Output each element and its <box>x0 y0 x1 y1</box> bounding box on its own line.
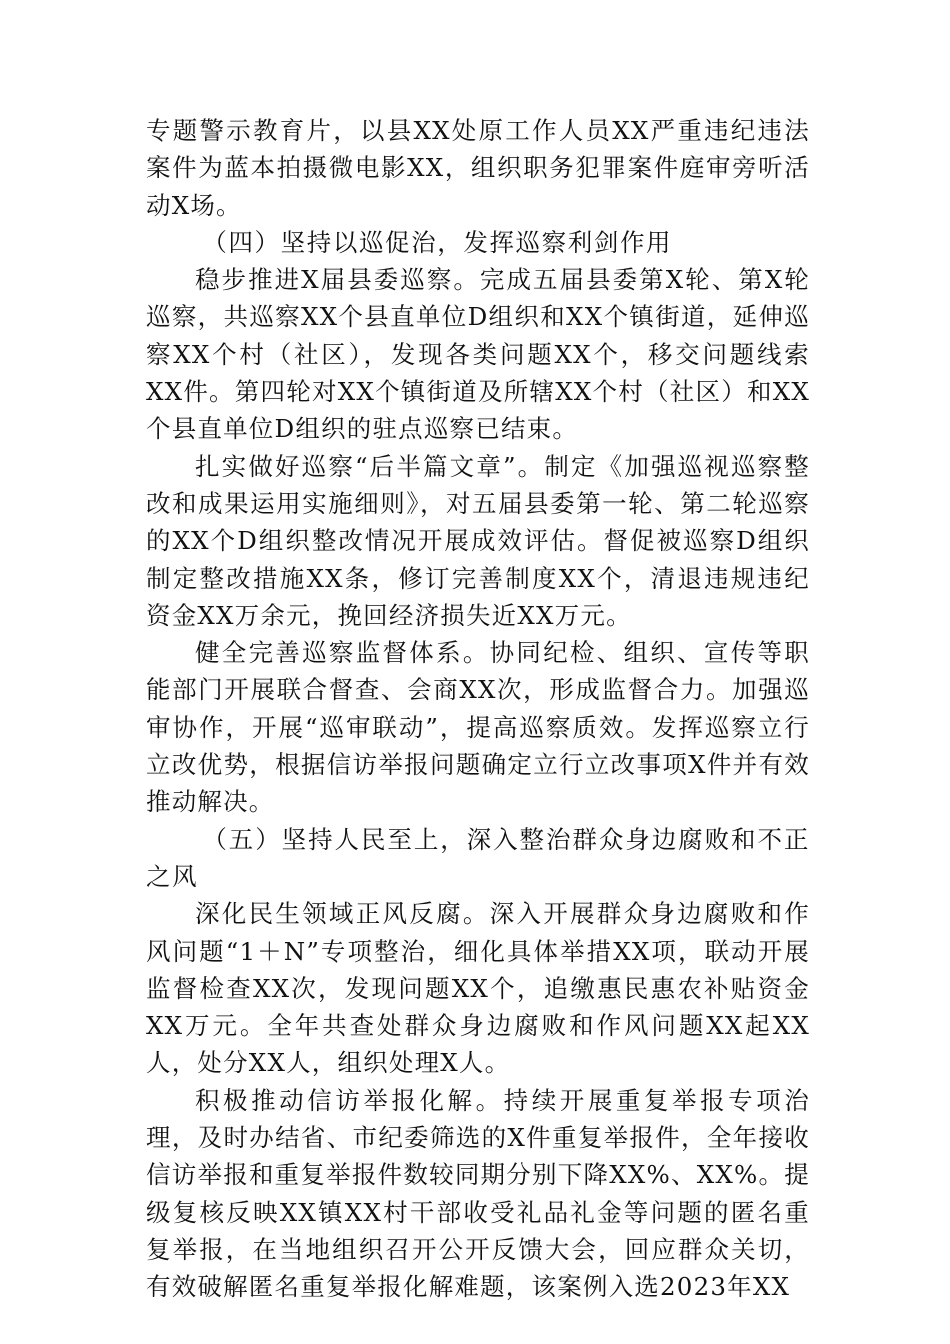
section-heading: （四）坚持以巡促治，发挥巡察利剑作用 <box>202 227 673 257</box>
document-page <box>146 112 810 1306</box>
body-paragraph: 健全完善巡察监督体系。协同纪检、组织、宣传等职能部门开展联合督查、会商XX次，形成监督合力。加强巡审协作，开展“巡审联动”，提高巡察质效。发挥巡察立行立改优势，根据信访举报问题确定立行立改事项X件并有效推动解决。 <box>146 638 810 817</box>
section-heading: （五）坚持人民至上，深入整治群众身边腐败和不正之风 <box>146 824 810 891</box>
body-paragraph: 深化民生领域正风反腐。深入开展群众身边腐败和作风问题“1＋N”专项整治，细化具体举措XX项，联动开展监督检查XX次，发现问题XX个，追缴惠民惠农补贴资金XX万元。全年共查处群众身边腐败和作风问题XX起XX人，处分XX人，组织处理X人。 <box>146 899 810 1078</box>
body-paragraph: 专题警示教育片，以县XX处原工作人员XX严重违纪违法案件为蓝本拍摄微电影XX，组织职务犯罪案件庭审旁听活动X场。 <box>146 116 810 220</box>
body-paragraph: 稳步推进X届县委巡察。完成五届县委第X轮、第X轮巡察，共巡察XX个县直单位D组织和XX个镇街道，延伸巡察XX个村（社区），发现各类问题XX个，移交问题线索XX件。第四轮对XX个镇街道及所辖XX个村（社区）和XX个县直单位D组织的驻点巡察已结束。 <box>146 265 810 444</box>
body-paragraph: 积极推动信访举报化解。持续开展重复举报专项治理，及时办结省、市纪委筛选的X件重复举报件，全年接收信访举报和重复举报件数较同期分别下降XX%、XX%。提级复核反映XX镇XX村干部收受礼品礼金等问题的匿名重复举报，在当地组织召开公开反馈大会，回应群众关切，有效破解匿名重复举报化解难题，该案例入选2023年XX <box>146 1085 810 1302</box>
body-paragraph: 扎实做好巡察“后半篇文章”。制定《加强巡视巡察整改和成果运用实施细则》，对五届县委第一轮、第二轮巡察的XX个D组织整改情况开展成效评估。督促被巡察D组织制定整改措施XX条，修订完善制度XX个，清退违规违纪资金XX万余元，挽回经济损失近XX万元。 <box>146 451 810 630</box>
